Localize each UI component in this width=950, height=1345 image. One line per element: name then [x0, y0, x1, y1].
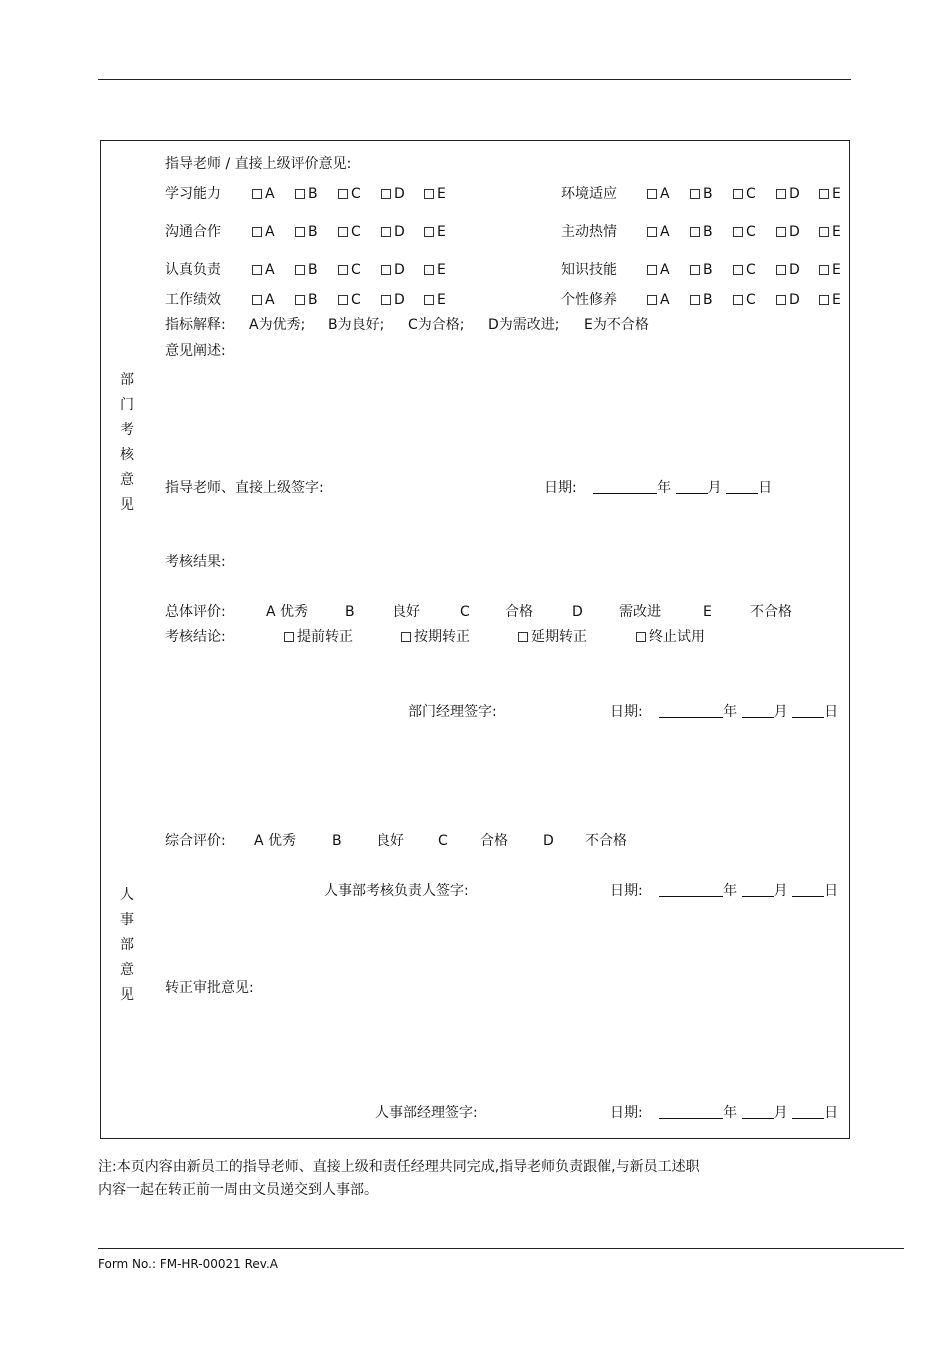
day-blank[interactable] — [792, 1105, 824, 1119]
conclusion-option-ontime[interactable]: 按期转正 — [401, 629, 470, 645]
checkbox[interactable] — [381, 227, 391, 237]
grade-option[interactable]: C — [733, 186, 756, 202]
month-blank[interactable] — [742, 883, 774, 897]
checkbox[interactable] — [647, 295, 657, 305]
checkbox[interactable] — [636, 632, 646, 642]
comp-item: 合格 — [480, 833, 508, 849]
month-blank[interactable] — [742, 704, 774, 718]
grade-option[interactable]: B — [295, 186, 318, 202]
grade-option[interactable]: E — [424, 224, 446, 240]
comp-item: 良好 — [376, 833, 404, 849]
grade-option[interactable]: A — [252, 292, 275, 308]
grade-option[interactable]: B — [690, 186, 713, 202]
year-blank[interactable] — [593, 480, 657, 494]
overall-item: 良好 — [392, 604, 420, 620]
grade-option[interactable]: B — [690, 292, 713, 308]
manager-sign-label: 部门经理签字: — [408, 704, 497, 720]
checkbox[interactable] — [252, 295, 262, 305]
overall-item: E — [703, 604, 712, 620]
overall-item: A 优秀 — [266, 604, 309, 620]
checkbox[interactable] — [819, 227, 829, 237]
day-blank[interactable] — [726, 480, 758, 494]
criterion-label: 主动热情 — [561, 224, 617, 240]
checkbox[interactable] — [733, 265, 743, 275]
day-blank[interactable] — [792, 883, 824, 897]
comp-item: D — [543, 833, 554, 849]
index-label: 指标解释: — [165, 317, 226, 333]
criterion-label: 认真负责 — [165, 262, 221, 278]
criterion-label: 环境适应 — [561, 186, 617, 202]
index-item-d: D为需改进; — [488, 317, 560, 333]
eval-title: 指导老师 / 直接上级评价意见: — [165, 156, 352, 172]
checkbox[interactable] — [424, 265, 434, 275]
grade-option[interactable]: B — [690, 224, 713, 240]
hr-section-label: 人 事 部 意 见 — [120, 887, 134, 1003]
checkbox[interactable] — [295, 189, 305, 199]
overall-item: 不合格 — [750, 604, 792, 620]
hr-manager-sign-label: 人事部经理签字: — [375, 1105, 478, 1121]
checkbox[interactable] — [381, 189, 391, 199]
hr-sign-label: 人事部考核负责人签字: — [324, 883, 469, 899]
month-blank[interactable] — [742, 1105, 774, 1119]
grade-option[interactable]: E — [819, 262, 841, 278]
grade-option[interactable]: A — [647, 262, 670, 278]
checkbox[interactable] — [424, 189, 434, 199]
checkbox[interactable] — [381, 295, 391, 305]
mentor-sign-label: 指导老师、直接上级签字: — [165, 480, 324, 496]
checkbox[interactable] — [776, 265, 786, 275]
checkbox[interactable] — [518, 632, 528, 642]
checkbox[interactable] — [424, 295, 434, 305]
grade-option[interactable]: B — [295, 224, 318, 240]
grade-option[interactable]: C — [733, 292, 756, 308]
index-item-c: C为合格; — [408, 317, 465, 333]
grade-option[interactable]: A — [252, 186, 275, 202]
comp-item: B — [332, 833, 342, 849]
grade-option[interactable]: C — [338, 186, 361, 202]
grade-option[interactable]: A — [252, 262, 275, 278]
dept-section-label: 部 门 考 核 意 见 — [120, 372, 134, 513]
checkbox[interactable] — [401, 632, 411, 642]
grade-option[interactable]: E — [819, 224, 841, 240]
grade-option[interactable]: D — [381, 292, 405, 308]
grade-option[interactable]: E — [819, 292, 841, 308]
checkbox[interactable] — [295, 227, 305, 237]
year-blank[interactable] — [659, 1105, 723, 1119]
grade-option[interactable]: B — [295, 262, 318, 278]
criterion-label: 沟通合作 — [165, 224, 221, 240]
checkbox[interactable] — [647, 227, 657, 237]
comp-item: A 优秀 — [254, 833, 297, 849]
comp-label: 综合评价: — [165, 833, 226, 849]
checkbox[interactable] — [776, 189, 786, 199]
checkbox[interactable] — [338, 189, 348, 199]
grade-option[interactable]: E — [819, 186, 841, 202]
overall-item: C — [460, 604, 470, 620]
checkbox[interactable] — [819, 295, 829, 305]
checkbox[interactable] — [295, 295, 305, 305]
checkbox[interactable] — [776, 295, 786, 305]
grade-option[interactable]: C — [338, 262, 361, 278]
checkbox[interactable] — [733, 295, 743, 305]
grade-option[interactable]: C — [338, 224, 361, 240]
checkbox[interactable] — [252, 227, 262, 237]
grade-option[interactable]: D — [776, 186, 800, 202]
result-label: 考核结果: — [165, 554, 226, 570]
month-blank[interactable] — [676, 480, 708, 494]
criterion-label: 知识技能 — [561, 262, 617, 278]
footer-rule — [98, 1248, 904, 1249]
date-row-1: 日期: 年 月 日 — [544, 480, 773, 496]
grade-option[interactable]: D — [776, 224, 800, 240]
grade-option[interactable]: D — [776, 292, 800, 308]
grade-option[interactable]: C — [733, 224, 756, 240]
grade-option[interactable]: A — [647, 292, 670, 308]
overall-item: B — [345, 604, 355, 620]
index-item-e: E为不合格 — [584, 317, 649, 333]
checkbox[interactable] — [733, 227, 743, 237]
grade-option[interactable]: E — [424, 262, 446, 278]
year-blank[interactable] — [659, 704, 723, 718]
top-rule — [98, 79, 851, 80]
grade-option[interactable]: E — [424, 186, 446, 202]
checkbox[interactable] — [733, 189, 743, 199]
grade-option[interactable]: B — [295, 292, 318, 308]
checkbox[interactable] — [690, 295, 700, 305]
overall-item: 合格 — [505, 604, 533, 620]
grade-option[interactable]: A — [252, 224, 275, 240]
checkbox[interactable] — [338, 227, 348, 237]
checkbox[interactable] — [424, 227, 434, 237]
checkbox[interactable] — [776, 227, 786, 237]
checkbox[interactable] — [252, 189, 262, 199]
date-row-3: 日期: 年 月 日 — [610, 883, 839, 899]
criterion-label: 工作绩效 — [165, 292, 221, 308]
comp-item: C — [438, 833, 448, 849]
checkbox[interactable] — [647, 189, 657, 199]
grade-option[interactable]: A — [647, 186, 670, 202]
checkbox[interactable] — [690, 265, 700, 275]
checkbox[interactable] — [284, 632, 294, 642]
checkbox[interactable] — [647, 265, 657, 275]
checkbox[interactable] — [381, 265, 391, 275]
grade-option[interactable]: B — [690, 262, 713, 278]
index-item-a: A为优秀; — [249, 317, 306, 333]
date-row-4: 日期: 年 月 日 — [610, 1105, 839, 1121]
date-row-2: 日期: 年 月 日 — [610, 704, 839, 720]
grade-option[interactable]: D — [381, 262, 405, 278]
checkbox[interactable] — [690, 189, 700, 199]
opinion-label: 意见阐述: — [165, 343, 226, 359]
conclusion-option-delay[interactable]: 延期转正 — [518, 629, 587, 645]
overall-item: 需改进 — [619, 604, 661, 620]
overall-item: D — [572, 604, 583, 620]
checkbox[interactable] — [819, 189, 829, 199]
index-item-b: B为良好; — [328, 317, 385, 333]
checkbox[interactable] — [819, 265, 829, 275]
overall-label: 总体评价: — [165, 604, 226, 620]
day-blank[interactable] — [792, 704, 824, 718]
comp-item: 不合格 — [585, 833, 627, 849]
year-blank[interactable] — [659, 883, 723, 897]
grade-option[interactable]: E — [424, 292, 446, 308]
grade-option[interactable]: C — [733, 262, 756, 278]
approval-label: 转正审批意见: — [165, 980, 254, 996]
criterion-label: 个性修养 — [561, 292, 617, 308]
checkbox[interactable] — [252, 265, 262, 275]
checkbox[interactable] — [295, 265, 305, 275]
grade-option[interactable]: A — [647, 224, 670, 240]
conclusion-label: 考核结论: — [165, 629, 226, 645]
conclusion-option-terminate[interactable]: 终止试用 — [636, 629, 705, 645]
grade-option[interactable]: C — [338, 292, 361, 308]
criterion-label: 学习能力 — [165, 186, 221, 202]
checkbox[interactable] — [338, 295, 348, 305]
conclusion-option-early[interactable]: 提前转正 — [284, 629, 353, 645]
grade-option[interactable]: D — [381, 224, 405, 240]
checkbox[interactable] — [690, 227, 700, 237]
form-number: Form No.: FM-HR-00021 Rev.A — [98, 1257, 278, 1271]
grade-option[interactable]: D — [381, 186, 405, 202]
form-note: 注:本页内容由新员工的指导老师、直接上级和责任经理共同完成,指导老师负责跟催,与新员工述职 内容一起在转正前一周由文员递交到人事部。 — [98, 1159, 700, 1198]
checkbox[interactable] — [338, 265, 348, 275]
grade-option[interactable]: D — [776, 262, 800, 278]
